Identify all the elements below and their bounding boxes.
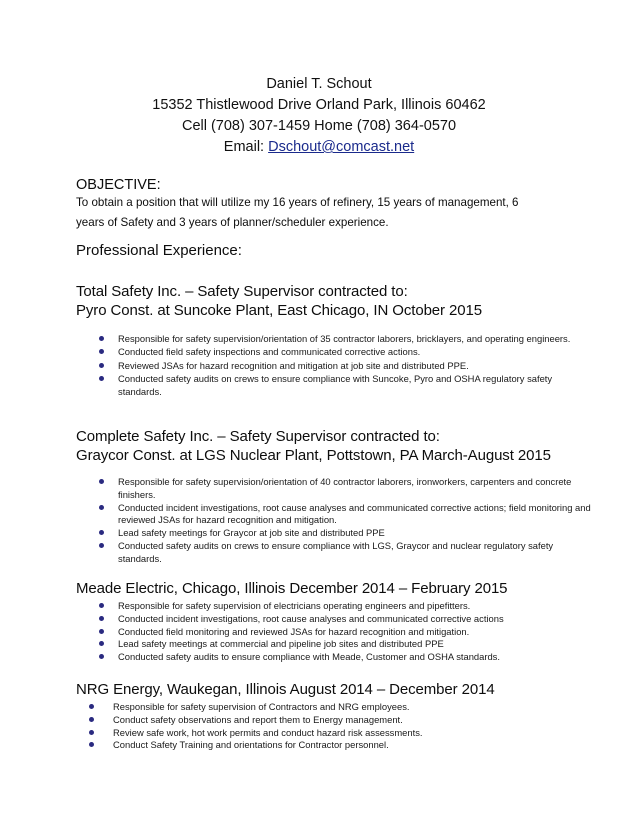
list-item — [76, 739, 596, 752]
job-entry — [76, 427, 596, 566]
duty-text: Responsible for safety supervision/orientation of 40 contractor laborers, ironworkers, carpenters and concrete finishers. — [118, 476, 572, 500]
bullet-icon — [89, 704, 94, 709]
applicant-address: 15352 Thistlewood Drive Orland Park, Illinois 60462 — [152, 97, 486, 113]
list-item — [76, 373, 596, 399]
bullet-icon — [99, 349, 104, 354]
duty-text: Conduct Safety Training and orientations for Contractor personnel. — [113, 739, 389, 751]
job-subtitle: Graycor Const. at LGS Nuclear Plant, Pottstown, PA March-August 2015 — [76, 447, 551, 464]
duty-text: Conduct safety observations and report them to Energy management. — [113, 713, 403, 725]
duty-text: Reviewed JSAs for hazard recognition and mitigation at job site and distributed PPE. — [118, 359, 469, 371]
duty-text: Conducted field safety inspections and communicated corrective actions. — [118, 346, 421, 358]
duty-text: Conducted safety audits to ensure compliance with Meade, Customer and OSHA standards. — [118, 651, 500, 663]
duty-text: Responsible for safety supervision/orientation of 35 contractor laborers, bricklayers, and operating engineers. — [118, 333, 571, 344]
duties-list — [76, 701, 596, 752]
list-item — [76, 333, 596, 346]
list-item — [76, 638, 596, 651]
bullet-icon — [99, 543, 104, 548]
list-item — [76, 360, 596, 373]
list-item — [76, 540, 596, 566]
contact-header — [0, 74, 638, 158]
job-entry — [76, 282, 596, 399]
duties-list — [76, 333, 596, 398]
bullet-icon — [99, 376, 104, 381]
list-item — [76, 714, 596, 727]
list-item — [76, 527, 596, 540]
bullet-icon — [99, 603, 104, 608]
duties-list — [76, 600, 596, 664]
duty-text: Lead safety meetings for Graycor at job site and distributed PPE — [118, 527, 385, 539]
bullet-icon — [99, 479, 104, 484]
duty-text: Review safe work, hot work permits and conduct hazard risk assessments. — [113, 726, 423, 738]
job-entry — [76, 680, 596, 752]
bullet-icon — [99, 530, 104, 535]
job-title: Total Safety Inc. – Safety Supervisor contracted to: — [76, 283, 408, 300]
duty-text: Lead safety meetings at commercial and pipeline job sites and distributed PPE — [118, 638, 444, 650]
duty-text: Conducted field monitoring and reviewed JSAs for hazard recognition and mitigation. — [118, 625, 470, 637]
duty-text: Responsible for safety supervision of Contractors and NRG employees. — [113, 701, 410, 712]
list-item — [76, 701, 596, 714]
duty-text: Responsible for safety supervision of electricians operating engineers and pipefitters. — [118, 600, 471, 611]
job-title: NRG Energy, Waukegan, Illinois August 2014 – December 2014 — [76, 681, 495, 698]
job-title: Complete Safety Inc. – Safety Supervisor contracted to: — [76, 428, 440, 445]
bullet-icon — [99, 363, 104, 368]
list-item — [76, 502, 596, 528]
applicant-name: Daniel T. Schout — [266, 76, 372, 92]
bullet-icon — [99, 505, 104, 510]
list-item — [76, 346, 596, 359]
bullet-icon — [99, 641, 104, 646]
bullet-icon — [89, 730, 94, 735]
applicant-phones: Cell (708) 307-1459 Home (708) 364-0570 — [181, 118, 457, 134]
job-subtitle: Pyro Const. at Suncoke Plant, East Chicago, IN October 2015 — [76, 302, 482, 319]
duty-text: Conducted incident investigations, root cause analyses and communicated corrective actions; field monitoring and reviewed JSAs for hazard recognition and mitigation. — [118, 501, 591, 526]
list-item — [76, 626, 596, 639]
objective-line-2: years of Safety and 3 years of planner/scheduler experience. — [76, 216, 389, 229]
email-label: Email: — [223, 139, 269, 155]
bullet-icon — [99, 616, 104, 621]
duty-text: Conducted safety audits on crews to ensure compliance with LGS, Graycor and nuclear regulatory safety standards. — [118, 539, 554, 564]
bullet-icon — [89, 717, 94, 722]
list-item — [76, 600, 596, 613]
applicant-email-line — [0, 137, 638, 158]
objective-text — [76, 193, 576, 233]
objective-line-1: To obtain a position that will utilize my 16 years of refinery, 15 years of management, 6 — [76, 196, 519, 209]
duty-text: Conducted incident investigations, root cause analyses and communicated corrective actions — [118, 612, 504, 624]
experience-heading: Professional Experience: — [76, 242, 242, 259]
bullet-icon — [99, 654, 104, 659]
list-item — [76, 727, 596, 740]
list-item — [76, 613, 596, 626]
objective-heading: OBJECTIVE: — [76, 177, 161, 193]
list-item — [76, 476, 596, 502]
list-item — [76, 651, 596, 664]
bullet-icon — [99, 629, 104, 634]
duties-list — [76, 476, 596, 566]
bullet-icon — [99, 336, 104, 341]
bullet-icon — [89, 742, 94, 747]
duty-text: Conducted safety audits on crews to ensure compliance with Suncoke, Pyro and OSHA regulatory safety standards. — [118, 372, 553, 397]
job-entry — [76, 579, 596, 664]
email-link[interactable]: Dschout@comcast.net — [268, 139, 415, 155]
job-title: Meade Electric, Chicago, Illinois December 2014 – February 2015 — [76, 580, 508, 597]
